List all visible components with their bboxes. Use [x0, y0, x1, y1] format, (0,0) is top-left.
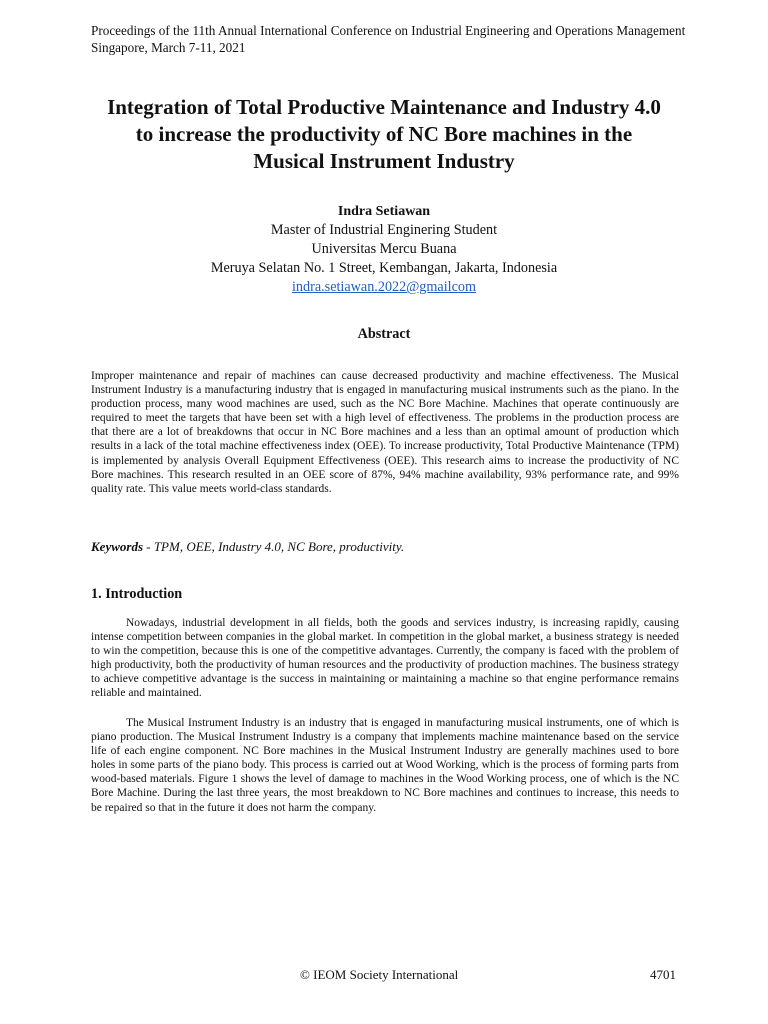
- author-name: Indra Setiawan: [337, 204, 431, 219]
- title-line-1: Integration of Total Productive Maintenance and Industry 4.0: [107, 95, 661, 119]
- keywords-label: Keywords: [91, 539, 143, 554]
- paper-title: [40, 94, 728, 175]
- keywords-line: [91, 539, 679, 555]
- keywords-text: - TPM, OEE, Industry 4.0, NC Bore, productivity.: [143, 539, 405, 554]
- introduction-heading: 1. Introduction: [91, 586, 183, 602]
- abstract-heading: Abstract: [357, 326, 411, 342]
- header-conference-line: Proceedings of the 11th Annual International Conference on Industrial Engineering and Operations Management: [91, 23, 686, 38]
- running-header: [91, 22, 731, 56]
- header-location-line: Singapore, March 7-11, 2021: [91, 40, 246, 55]
- author-role: Master of Industrial Enginering Student: [270, 222, 498, 238]
- introduction-paragraph-1: Nowadays, industrial development in all fields, both the goods and services industry, is increasing rapidly, causing intense competition between companies in the global market. In competition in the global market, a business strategy is needed to win the competition, because this is one of the competitive advantages. Currently, the company is faced with the problem of high productivity, both the productivity of human resources and the productivity of production machines. The business strategy to achieve competitive advantage is the success in maintaining or maintaining a machine so that engine performance remains reliable and maintained.: [91, 617, 679, 700]
- footer-page-number: 4701: [650, 967, 676, 982]
- title-line-3: Musical Instrument Industry: [253, 149, 515, 173]
- footer-copyright: © IEOM Society International: [300, 967, 459, 982]
- author-block: [84, 202, 684, 297]
- author-address: Meruya Selatan No. 1 Street, Kembangan, Jakarta, Indonesia: [210, 260, 558, 276]
- author-email-link[interactable]: indra.setiawan.2022@gmailcom: [291, 279, 477, 295]
- title-line-2: to increase the productivity of NC Bore machines in the: [135, 122, 633, 146]
- abstract-text: Improper maintenance and repair of machines can cause decreased productivity and machine effectiveness. The Musical Instrument Industry is a manufacturing industry that is engaged in manufacturing musical instruments such as the piano. In the production process, many wood machines are used, such as the NC Bore Machine. Machines that operate continuously are required to meet the targets that have been set with a high level of effectiveness. The problems in the production process are that there are a lot of breakdowns that occur in NC Bore machines and a less than an optimal amount of production which results in a lack of the total machine effectiveness index (OEE). To increase productivity, Total Productive Maintenance (TPM) is implemented by analysis Overall Equipment Effectiveness (OEE). This research aims to increase the productivity of NC Bore machines. This research resulted in an OEE score of 87%, 94% machine availability, 93% performance rate, and 99% quality rate. This value meets world-class standards.: [91, 370, 679, 495]
- introduction-paragraph-2: The Musical Instrument Industry is an industry that is engaged in manufacturing musical instruments, one of which is piano production. The Musical Instrument Industry is a company that implements machine maintenance based on the service life of each engine component. NC Bore machines in the Musical Instrument Industry are generally machines used to bore holes in some parts of the piano body. This process is carried out at Wood Working, which is the process of forming parts from wood-based materials. Figure 1 shows the level of damage to machines in the Wood Working process, one of which is the NC Bore Machine. During the last three years, the most breakdown to NC Bore machines and continues to increase, this needs to be repaired so that in the future it does not harm the company.: [91, 717, 679, 814]
- author-university: Universitas Mercu Buana: [311, 241, 457, 257]
